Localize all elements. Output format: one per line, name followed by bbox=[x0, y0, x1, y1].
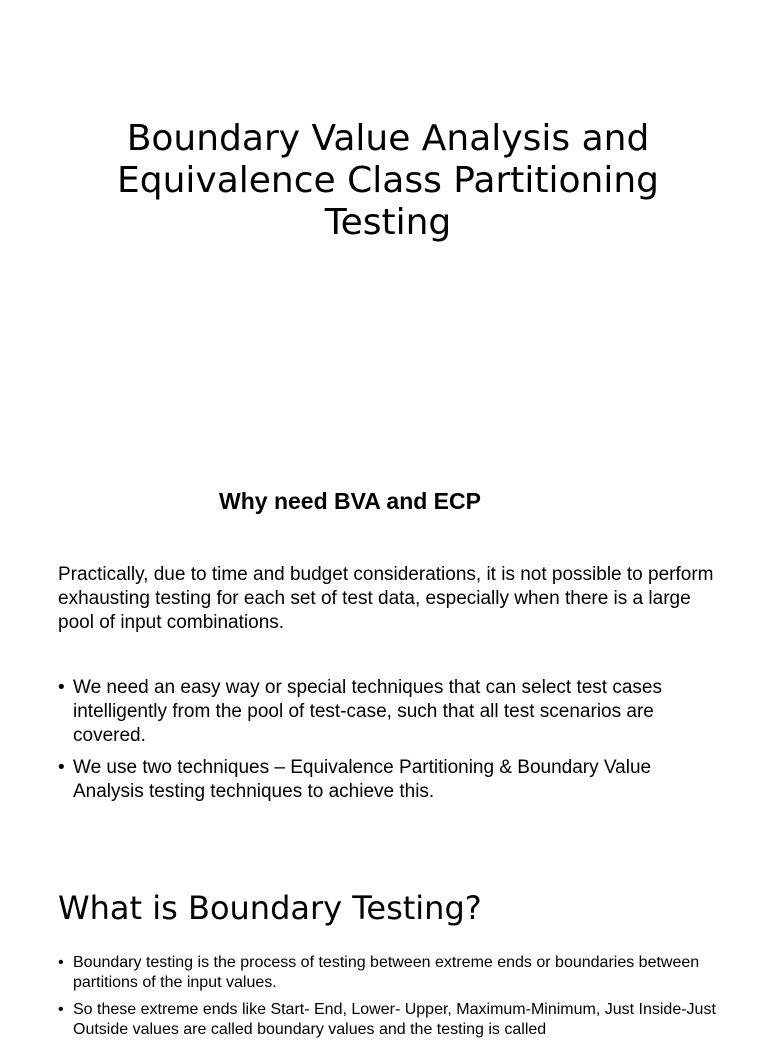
bullet-text: So these extreme ends like Start- End, Lower- Upper, Maximum-Minimum, Just Inside-Just Outside values are called boundary values and the testing is called bbox=[73, 1001, 716, 1038]
list-item bbox=[58, 756, 723, 804]
bullet-icon: • bbox=[58, 677, 65, 698]
bullet-icon: • bbox=[58, 757, 65, 778]
list-item bbox=[58, 1000, 723, 1040]
intro-paragraph: Practically, due to time and budget considerations, it is not possible to perform exhausting testing for each set of test data, especially when there is a large pool of input combinations. bbox=[58, 564, 714, 633]
section-title-boundary-testing: What is Boundary Testing? bbox=[58, 889, 482, 927]
bullet-icon: • bbox=[58, 1001, 64, 1018]
bullet-text: We use two techniques – Equivalence Partitioning & Boundary Value Analysis testing techniques to achieve this. bbox=[73, 757, 652, 802]
bullet-icon: • bbox=[58, 954, 64, 971]
bullet-list-why bbox=[58, 676, 723, 812]
list-item bbox=[58, 676, 723, 748]
bullet-text: Boundary testing is the process of testing between extreme ends or boundaries between partitions of the input values. bbox=[73, 954, 700, 991]
bullet-text: We need an easy way or special techniques that can select test cases intelligently from the pool of test-case, such that all test scenarios are covered. bbox=[73, 677, 662, 746]
bullet-list-boundary bbox=[58, 953, 723, 1047]
list-item bbox=[58, 953, 723, 993]
slide-title: Boundary Value Analysis and Equivalence Class Partitioning Testing bbox=[117, 118, 659, 243]
slide-heading-why-bva-ecp: Why need BVA and ECP bbox=[219, 488, 481, 514]
